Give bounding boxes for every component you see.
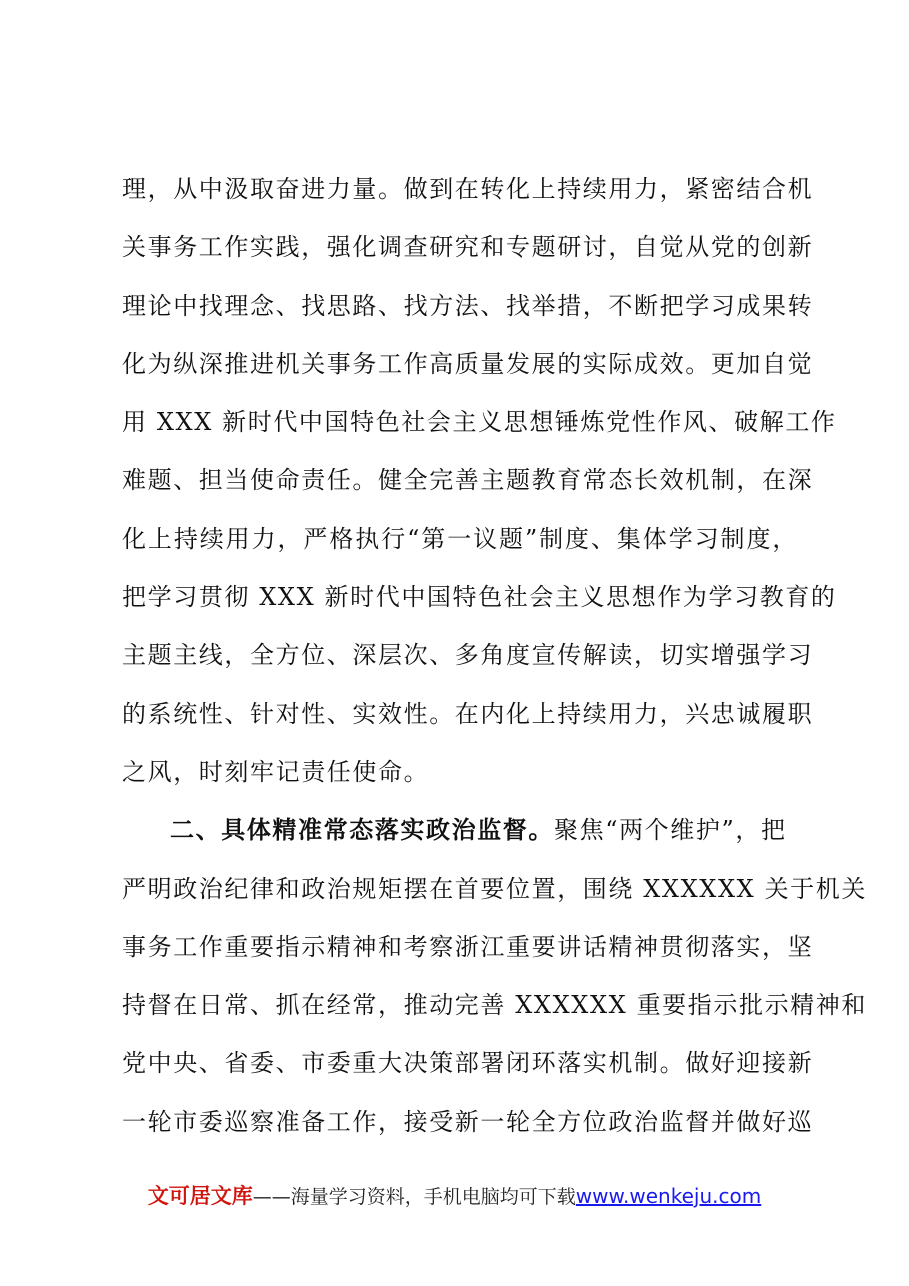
- text-line: 主题主线，全方位、深层次、多角度宣传解读，切实增强学习: [122, 641, 814, 670]
- footer-banner: [0, 1180, 909, 1210]
- footer-site-link[interactable]: www.wenkeju.com: [575, 1184, 762, 1208]
- text-line: 严明政治纪律和政治规矩摆在首要位置，围绕 XXXXXX 关于机关: [122, 874, 867, 903]
- text-line: 一轮市委巡察准备工作，接受新一轮全方位政治监督并做好巡: [122, 1107, 814, 1136]
- footer-tagline: ——海量学习资料，手机电脑均可下载: [252, 1186, 576, 1208]
- section-heading-line: [122, 801, 798, 859]
- text-line: 化为纵深推进机关事务工作高质量发展的实际成效。更加自觉: [122, 349, 814, 378]
- heading-line-rest: 聚焦“两个维护”，把: [554, 816, 787, 845]
- text-line: 用 XXX 新时代中国特色社会主义思想锤炼党性作风、破解工作: [122, 408, 837, 437]
- text-line: 理论中找理念、找思路、找方法、找举措，不断把学习成果转: [122, 291, 814, 320]
- section-heading: 二、具体精准常态落实政治监督。: [170, 816, 554, 845]
- text-line: 理，从中汲取奋进力量。做到在转化上持续用力，紧密结合机: [122, 175, 814, 203]
- text-line: 难题、担当使命责任。健全完善主题教育常态长效机制，在深: [122, 466, 814, 495]
- text-line: 事务工作重要指示精神和考察浙江重要讲话精神贯彻落实，坚: [122, 932, 814, 961]
- text-line: 党中央、省委、市委重大决策部署闭环落实机制。做好迎接新: [122, 1049, 814, 1078]
- body-text: [122, 160, 867, 1151]
- footer-brand: 文可居文库: [147, 1184, 253, 1208]
- text-line: 持督在日常、抓在经常，推动完善 XXXXXX 重要指示批示精神和: [122, 991, 867, 1020]
- text-line: 之风，时刻牢记责任使命。: [122, 757, 430, 786]
- text-line: 的系统性、针对性、实效性。在内化上持续用力，兴忠诚履职: [122, 699, 814, 728]
- text-line: 把学习贯彻 XXX 新时代中国特色社会主义思想作为学习教育的: [122, 583, 837, 612]
- text-line: 关事务工作实践，强化调查研究和专题研讨，自觉从党的创新: [122, 233, 814, 262]
- text-line: 化上持续用力，严格执行“第一议题”制度、集体学习制度，: [122, 524, 798, 553]
